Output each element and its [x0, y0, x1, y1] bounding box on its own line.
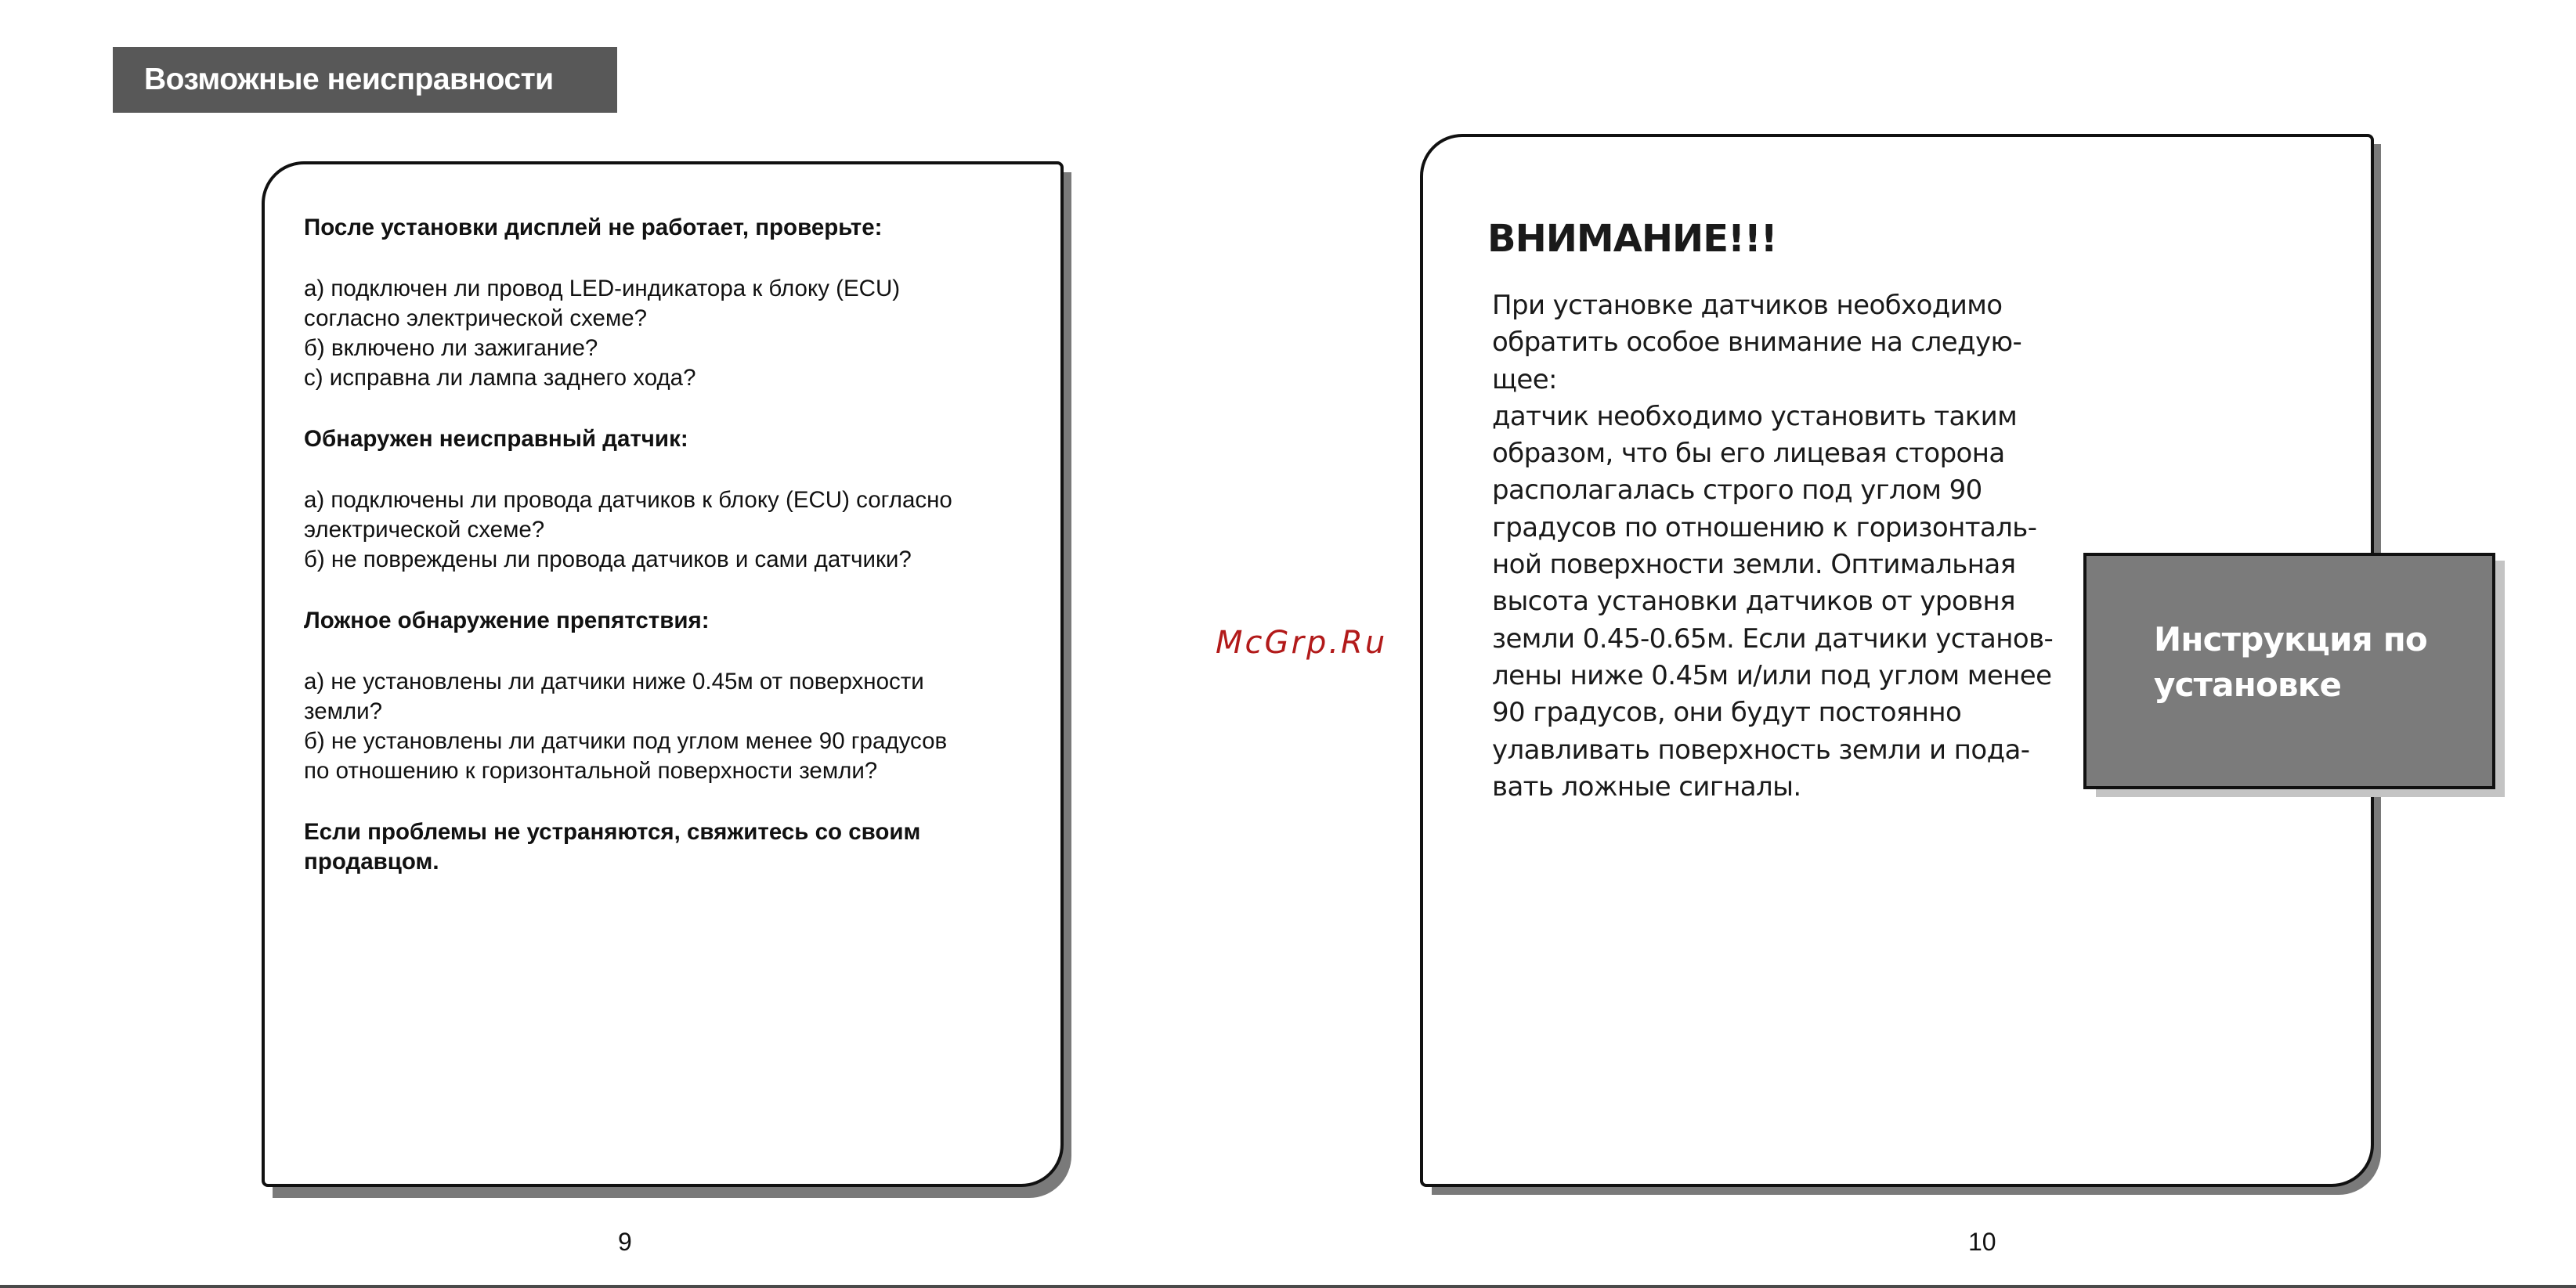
- warning-line: вать ложные сигналы.: [1492, 770, 1801, 803]
- paragraph-gap: [304, 575, 1021, 606]
- troubleshooting-line: согласно электрической схеме?: [304, 305, 648, 331]
- warning-line: лены ниже 0.45м и/или под углом менее: [1492, 659, 2052, 691]
- side-tab: [2083, 553, 2495, 789]
- paragraph-gap: [304, 636, 1021, 667]
- troubleshooting-heading: После установки дисплей не работает, проверьте:: [304, 215, 883, 240]
- troubleshooting-line: б) не повреждены ли провода датчиков и сами датчики?: [304, 547, 912, 572]
- watermark: McGrp.Ru: [1216, 625, 1388, 661]
- troubleshooting-heading: продавцом.: [304, 849, 439, 875]
- troubleshooting-card: [262, 161, 1064, 1187]
- troubleshooting-line: а) подключены ли провода датчиков к блоку (ECU) согласно: [304, 487, 952, 513]
- warning-line: 90 градусов, они будут постоянно: [1492, 697, 1962, 729]
- troubleshooting-line: б) не установлены ли датчики под углом менее 90 градусов: [304, 728, 948, 754]
- warning-line: щее:: [1492, 363, 1557, 395]
- paragraph-gap: [304, 393, 1021, 424]
- section-title: Возможные неисправности: [144, 63, 554, 96]
- troubleshooting-line: электрической схеме?: [304, 517, 545, 543]
- side-tab-label: [2154, 617, 2427, 708]
- warning-line: градусов по отношению к горизонталь-: [1492, 511, 2037, 543]
- troubleshooting-heading: Ложное обнаружение препятствия:: [304, 608, 710, 633]
- page-number-right: 10: [1968, 1228, 1996, 1256]
- warning-line: обратить особое внимание на следую-: [1492, 327, 2022, 359]
- paragraph-gap: [304, 243, 1021, 274]
- side-tab-line: установке: [2154, 666, 2342, 704]
- paragraph-gap: [304, 454, 1021, 485]
- page-number-left: 9: [618, 1228, 632, 1256]
- warning-line: земли 0.45-0.65м. Если датчики установ-: [1492, 622, 2054, 655]
- troubleshooting-line: по отношению к горизонтальной поверхности земли?: [304, 758, 878, 784]
- troubleshooting-line: а) не установлены ли датчики ниже 0.45м от поверхности: [304, 669, 924, 695]
- troubleshooting-line: земли?: [304, 698, 382, 724]
- troubleshooting-line: с) исправна ли лампа заднего хода?: [304, 365, 696, 391]
- troubleshooting-line: а) подключен ли провод LED-индикатора к блоку (ECU): [304, 276, 901, 301]
- troubleshooting-heading: Обнаружен неисправный датчик:: [304, 426, 688, 452]
- section-header: [113, 47, 617, 113]
- warning-line: датчик необходимо установить таким: [1492, 400, 2018, 432]
- warning-line: образом, что бы его лицевая сторона: [1492, 438, 2005, 470]
- warning-title: ВНИМАНИЕ!!!: [1487, 217, 1777, 261]
- paragraph-gap: [304, 786, 1021, 817]
- warning-line: ной поверхности земли. Оптимальная: [1492, 549, 2016, 581]
- bottom-rule: [0, 1285, 2576, 1288]
- troubleshooting-line: б) включено ли зажигание?: [304, 335, 598, 361]
- side-tab-line: Инструкция по: [2154, 620, 2427, 658]
- warning-body: [1492, 287, 2054, 806]
- warning-line: высота установки датчиков от уровня: [1492, 586, 2015, 618]
- troubleshooting-heading: Если проблемы не устраняются, свяжитесь со своим: [304, 819, 921, 845]
- warning-line: При установке датчиков необходимо: [1492, 290, 2003, 321]
- warning-line: улавливать поверхность земли и пода-: [1492, 734, 2030, 766]
- warning-line: располагалась строго под углом 90: [1492, 474, 1982, 507]
